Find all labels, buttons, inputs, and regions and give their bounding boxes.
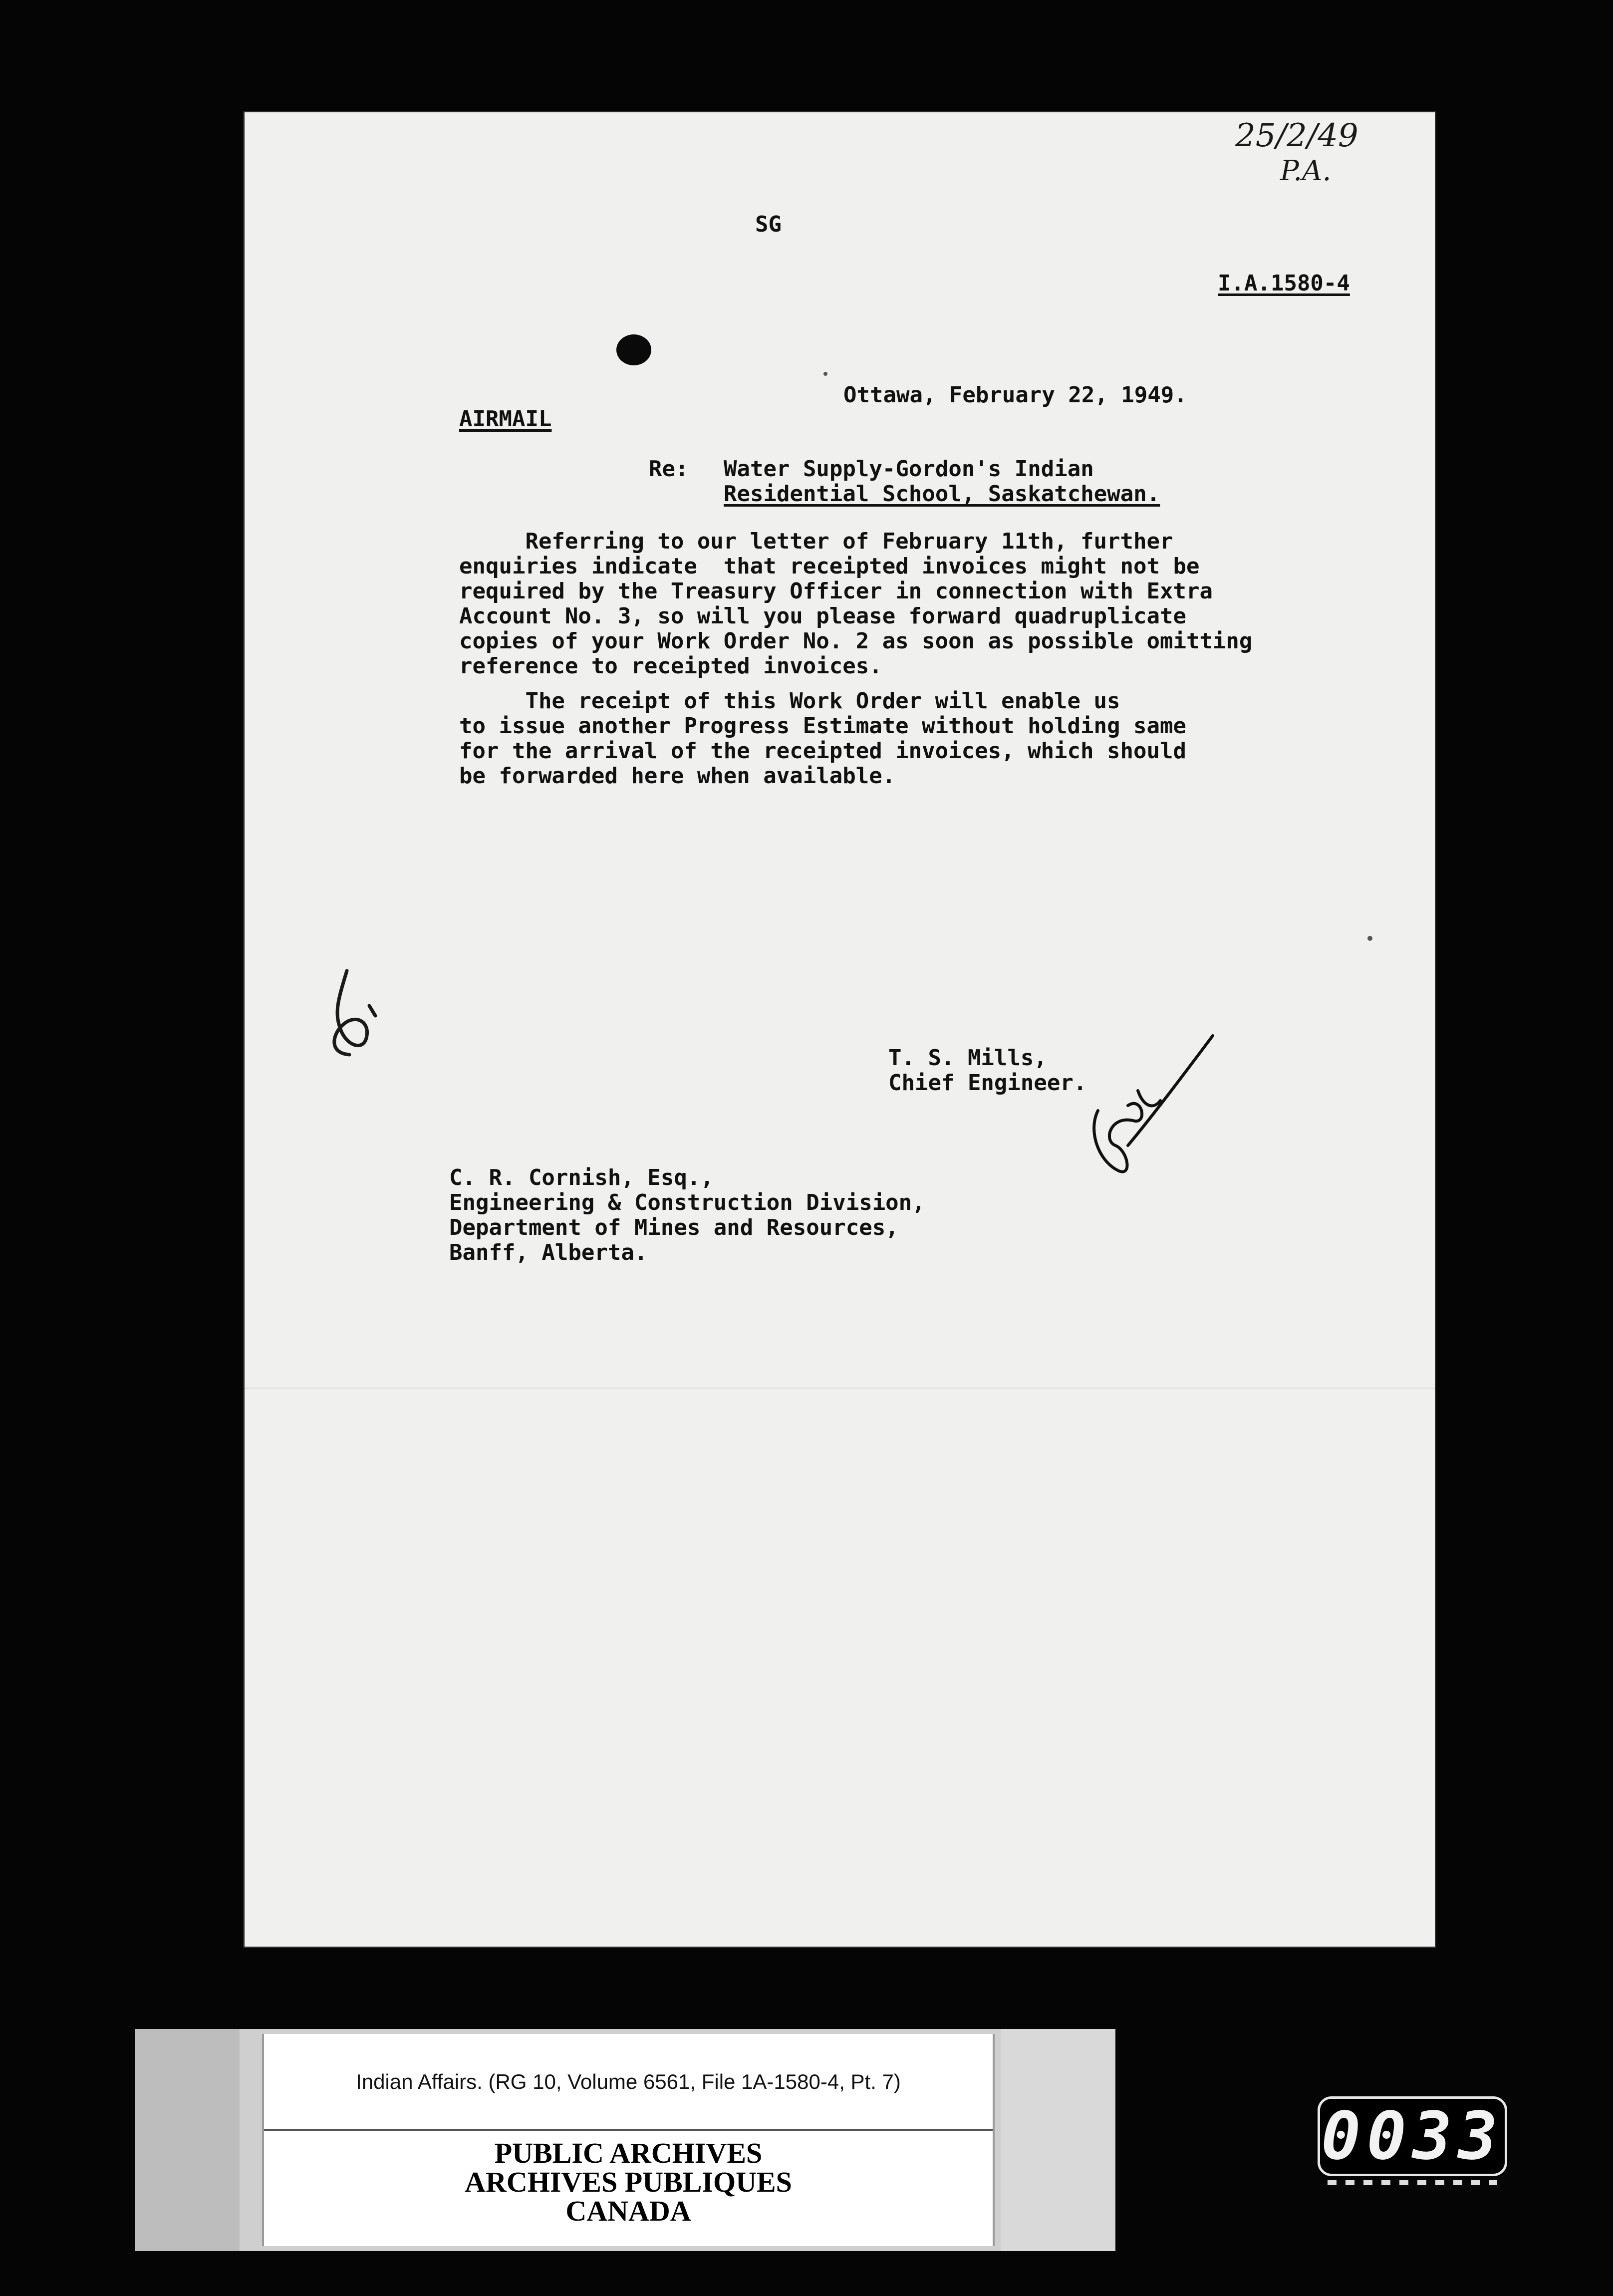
paragraph-2 [459,689,1186,789]
paragraph-1 [459,529,1252,679]
paragraph-line: reference to receipted invoices. [459,653,882,679]
scanned-letter-page [245,112,1435,1947]
paragraph-line: for the arrival of the receipted invoices, which should [459,738,1186,764]
label-tab-right [1001,2029,1115,2251]
paragraph-line: required by the Treasury Officer in connection with Extra [459,578,1213,604]
archive-name [264,2139,993,2226]
frame-number: 0033 [1321,2098,1504,2175]
paragraph-line: enquiries indicate that receipted invoices might not be [459,554,1200,579]
top-code: SG [755,212,782,237]
re-label: Re: [649,456,689,482]
archive-country: CANADA [565,2195,691,2227]
signatory-name: T. S. Mills, [888,1045,1047,1071]
page-fold-line [245,1388,1435,1389]
addressee-line: Department of Mines and Resources, [449,1215,899,1240]
paragraph-line: be forwarded here when available. [459,763,896,789]
microfilm-frame-counter [1318,2096,1507,2176]
paragraph-line: The receipt of this Work Order will enable us [459,688,1120,714]
addressee-block [449,1165,925,1265]
date-line: Ottawa, February 22, 1949. [843,382,1187,408]
paragraph-line: Account No. 3, so will you please forward quadruplicate [459,603,1186,629]
addressee-line: Banff, Alberta. [449,1240,648,1265]
speck [1367,936,1372,941]
film-sprocket-marks [1328,2180,1497,2185]
archive-source-citation: Indian Affairs. (RG 10, Volume 6561, File 1A-1580-4, Pt. 7) [356,2070,901,2093]
subject-line-2: Residential School, Saskatchewan. [724,481,1160,507]
file-reference: I.A.1580-4 [1218,271,1350,296]
paragraph-line: copies of your Work Order No. 2 as soon as possible omitting [459,628,1253,654]
addressee-line: Engineering & Construction Division, [449,1190,925,1215]
label-divider [264,2129,993,2131]
subject-line-1: Water Supply-Gordon's Indian [724,456,1094,482]
punch-hole [616,334,651,365]
handwritten-reference: 25/2/49 [1235,117,1358,154]
delivery-method: AIRMAIL [459,406,552,432]
signatory-title: Chief Engineer. [888,1070,1087,1096]
speck [823,372,827,376]
paragraph-line: to issue another Progress Estimate without holding same [459,713,1186,739]
paragraph-line: Referring to our letter of February 11th, further [459,529,1173,554]
archive-label-strip [135,2029,1115,2251]
archive-label [262,2034,995,2246]
signature-initials [1068,1031,1218,1185]
handwritten-initials: P.A. [1280,155,1332,187]
archive-name-en: PUBLIC ARCHIVES [494,2137,763,2169]
archive-name-fr: ARCHIVES PUBLIQUES [465,2166,792,2198]
label-tab-left [135,2029,240,2251]
addressee-line: C. R. Cornish, Esq., [449,1165,714,1190]
handwritten-mark [319,966,384,1061]
